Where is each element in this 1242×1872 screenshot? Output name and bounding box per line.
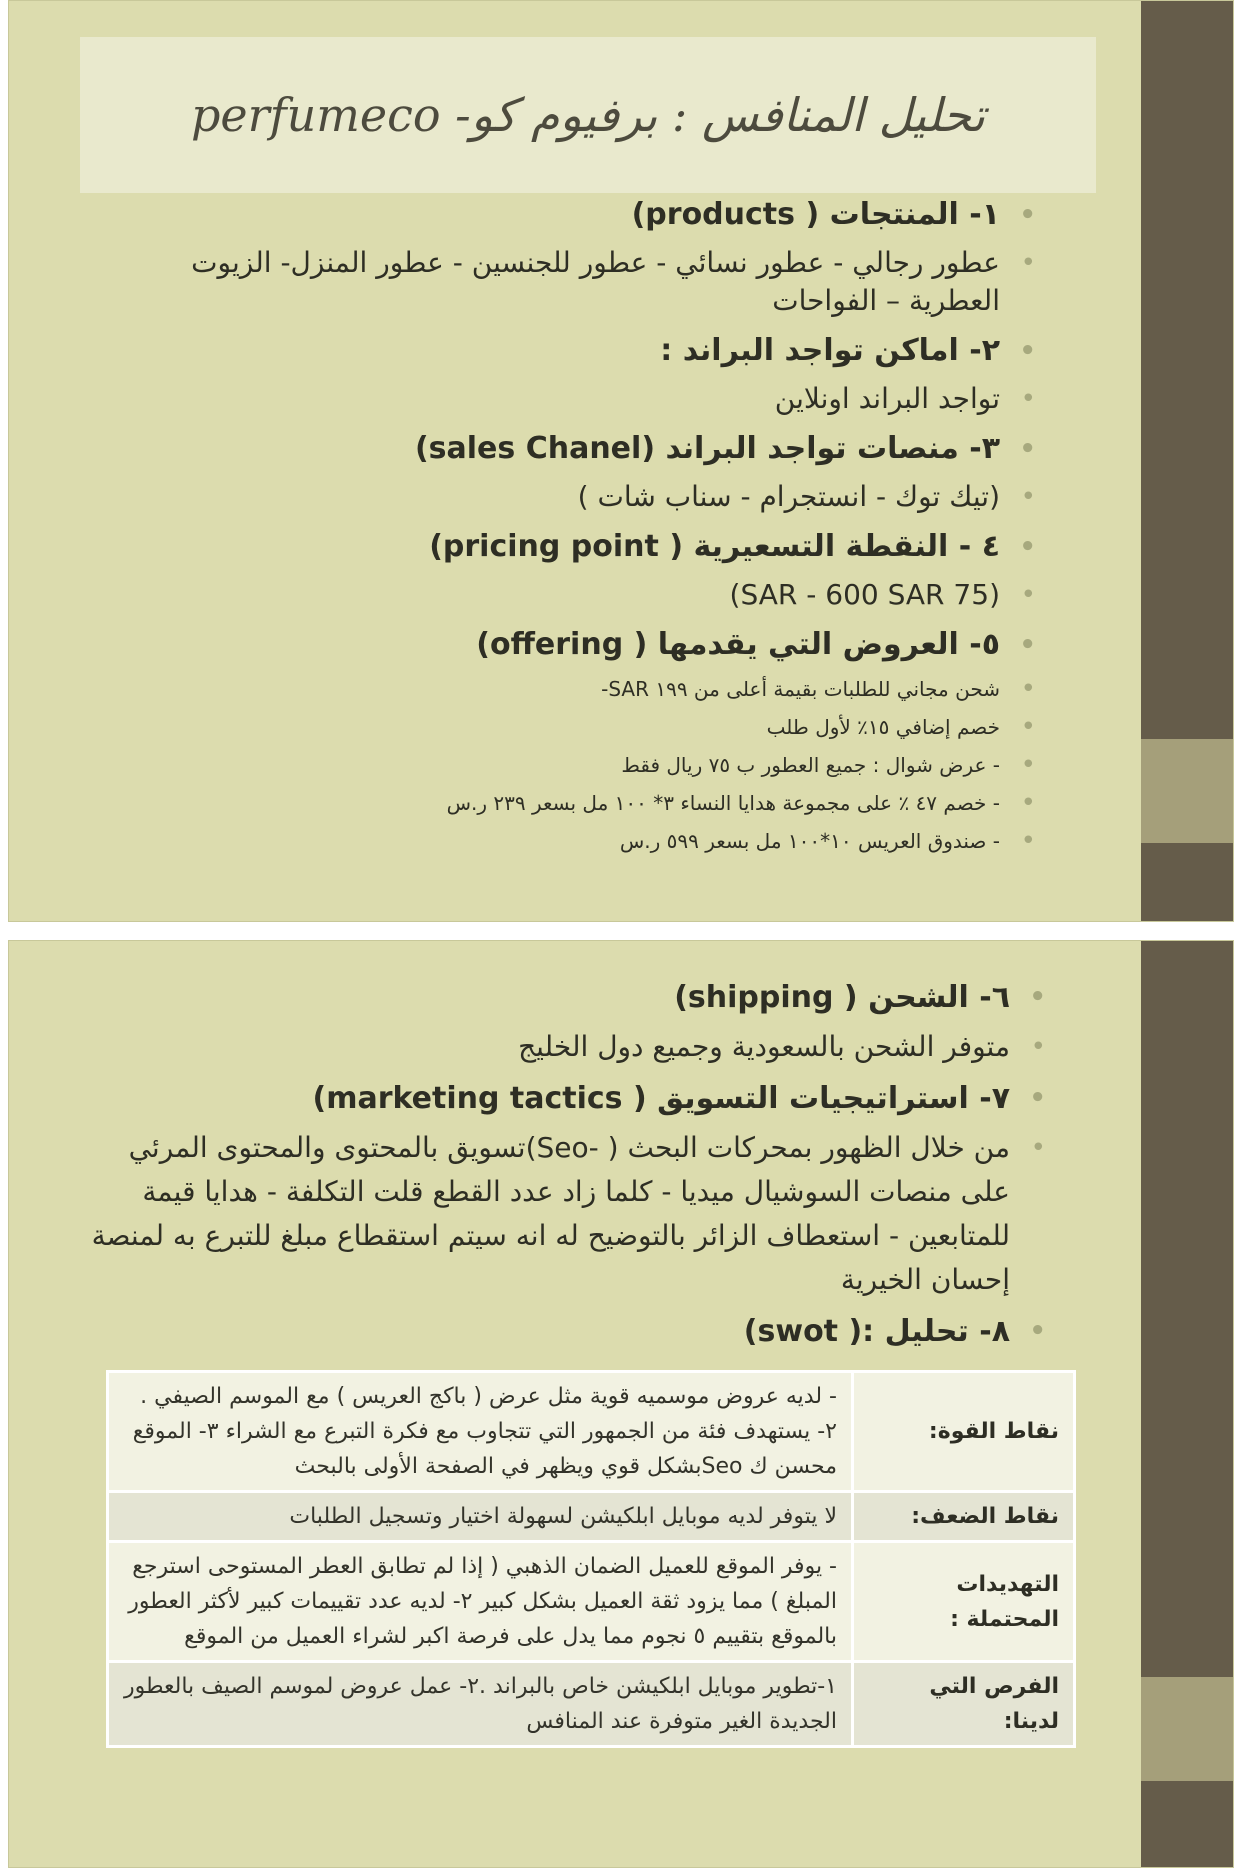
swot-label: التهديدات المحتملة : [853, 1542, 1075, 1662]
swot-text: لا يتوفر لديه موبايل ابلكيشن لسهولة اختيار وتسجيل الطلبات [108, 1492, 853, 1542]
swot-label: نقاط القوة: [853, 1372, 1075, 1492]
bullet-text: • (تيك توك - انستجرام - سناب شات ) [156, 478, 1036, 516]
bullet-heading: • ٣- منصات تواجد البراند (sales Chanel) [156, 424, 1036, 474]
bullet-text: • متوفر الشحن بالسعودية وجميع دول الخليج [76, 1025, 1046, 1069]
bullet-text: • من خلال الظهور بمحركات البحث ( -Seo)تسويق بالمحتوى والمحتوى المرئي على منصات السوشيال ميديا - كلما زاد عدد القطع قلت التكلفة - هدايا قيمة للمتابعين - استعطاف الزائر بالتوضيح له انه سيتم استقطاع مبلغ للتبرع به لمنصة إحسان الخيرية [76, 1126, 1046, 1302]
slide2-bullet-list [76, 970, 1046, 1359]
bullet-text: • عطور رجالي - عطور نسائي - عطور للجنسين - عطور المنزل- الزيوت العطرية – الفواحات [156, 244, 1036, 320]
slide-side-band [1141, 739, 1233, 843]
bullet-heading: • ٨- تحليل :( swot) [76, 1304, 1046, 1359]
swot-label: نقاط الضعف: [853, 1492, 1075, 1542]
offer-item: • - عرض شوال : جميع العطور ب ٧٥ ريال فقط [156, 746, 1036, 784]
offer-item: • - خصم ٤٧ ٪ على مجموعة هدايا النساء ٣* ١٠٠ مل بسعر ٢٣٩ ر.س [156, 784, 1036, 822]
bullet-heading: • ٦- الشحن ( shipping) [76, 970, 1046, 1025]
swot-row [108, 1492, 1075, 1542]
bullet-heading: • ٤ - النقطة التسعيرية ( pricing point) [156, 522, 1036, 572]
slide1-bullet-list [156, 190, 1036, 860]
bullet-heading: • ٢- اماكن تواجد البراند : [156, 326, 1036, 376]
swot-text: - يوفر الموقع للعميل الضمان الذهبي ( إذا لم تطابق العطر المستوحى استرجع المبلغ ) مما يزود ثقة العميل بشكل كبير ٢- لديه عدد تقييمات كبير لأكثر العطور بالموقع بتقييم ٥ نجوم مما يدل على فرصة اكبر لشراء العميل من الموقع [108, 1542, 853, 1662]
bullet-text: • تواجد البراند اونلاين [156, 380, 1036, 418]
swot-text: ١-تطوير موبايل ابلكيشن خاص بالبراند .٢- عمل عروض لموسم الصيف بالعطور الجديدة الغير متوفرة عند المنافس [108, 1662, 853, 1747]
bullet-heading: • ٧- استراتيجيات التسويق ( marketing tactics) [76, 1071, 1046, 1126]
slide-title: تحليل المنافس : برفيوم كو- perfumeco [190, 88, 986, 142]
swot-row [108, 1662, 1075, 1747]
swot-label: الفرص التي لدينا: [853, 1662, 1075, 1747]
offer-item: • - صندوق العريس ١٠*١٠٠ مل بسعر ٥٩٩ ر.س [156, 822, 1036, 860]
bullet-text: • (75 SAR - 600 SAR) [156, 576, 1036, 614]
slide-separator [0, 922, 1242, 940]
slide-side-band [1141, 1677, 1233, 1781]
offer-item: • شحن مجاني للطلبات بقيمة أعلى من ١٩٩ SAR- [156, 670, 1036, 708]
bullet-heading: • ١- المنتجات ( products) [156, 190, 1036, 240]
swot-row [108, 1542, 1075, 1662]
swot-table [106, 1370, 1076, 1748]
swot-text: - لديه عروض موسميه قوية مثل عرض ( باكج العريس ) مع الموسم الصيفي . ٢- يستهدف فئة من الجمهور التي تتجاوب مع فكرة التبرع مع الشراء ٣- الموقع محسن ك Seoبشكل قوي ويظهر في الصفحة الأولى بالبحث [108, 1372, 853, 1492]
title-box [80, 37, 1096, 193]
bullet-heading: • ٥- العروض التي يقدمها ( offering) [156, 620, 1036, 670]
offer-item: • خصم إضافي ١٥٪ لأول طلب [156, 708, 1036, 746]
swot-row [108, 1372, 1075, 1492]
